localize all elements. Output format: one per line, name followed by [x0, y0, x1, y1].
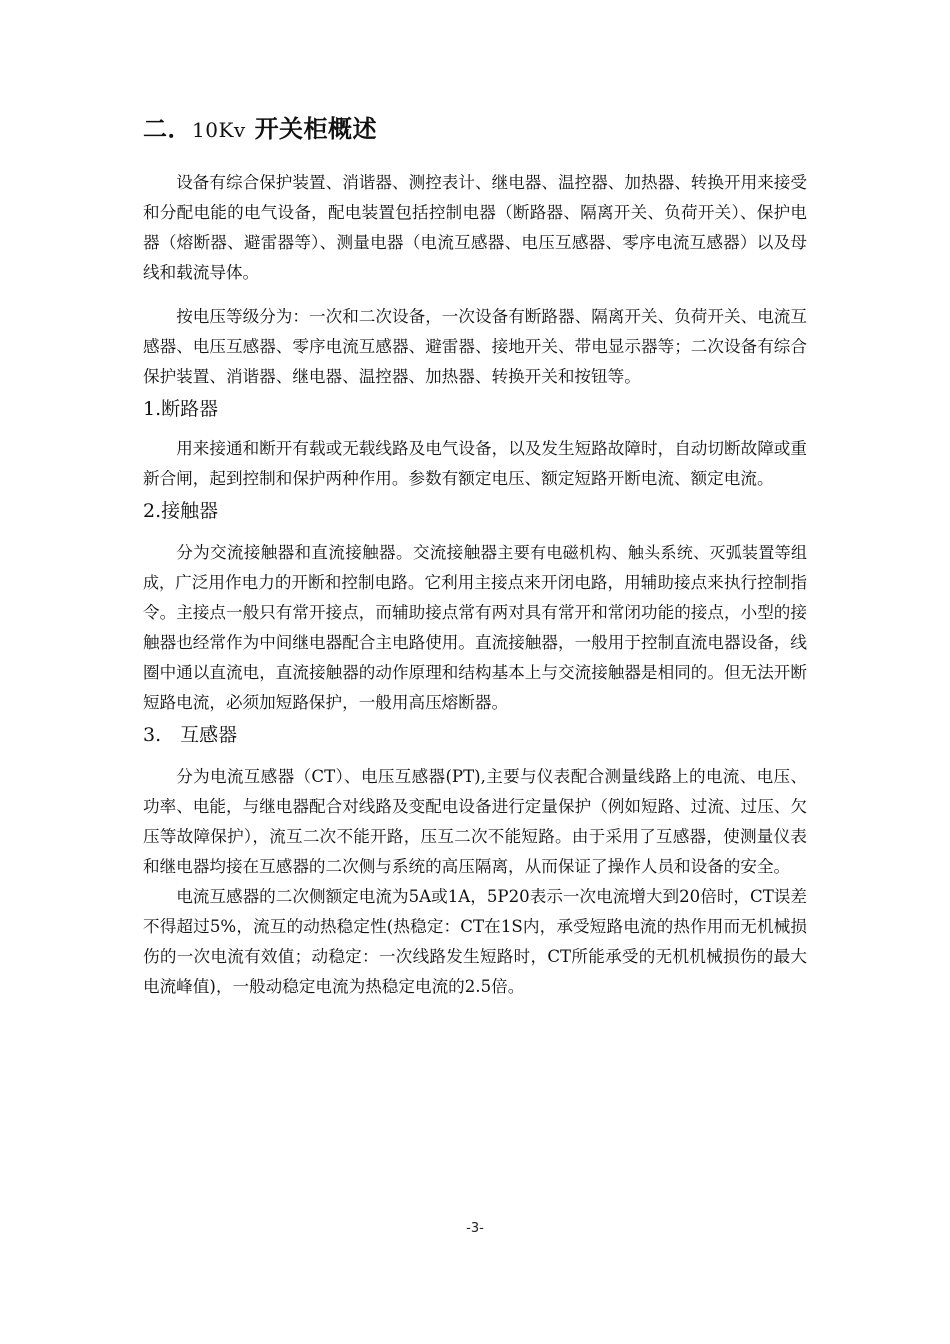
- section-title-transformer: 3. 互感器: [143, 724, 238, 746]
- section-body-transformer-2: 电流互感器的二次侧额定电流为5A或1A，5P20表示一次电流增大到20倍时，CT误差不得超过5%，流互的动热稳定性(热稳定：CT在1S内，承受短路电流的热作用而无机械损伤的一次电流有效值；动稳定：一次线路发生短路时，CT所能承受的无机机械损伤的最大电流峰值)，一般动稳定电流为热稳定电流的2.5倍。: [143, 887, 807, 996]
- contactor-text-c: 广泛用作电力的开断和控制电路。它利用主接点来开闭电路，用辅助接点来执行控制指令。主接点一般只有常开接点，而辅助接点常有两对具有常开和常闭功能的接点，小型的接触器也经常作为中间继电器配合主电路使用。直流接触器，一般用于控制直流电器设备，线圈中通以直流电，直流接触器的动作原理和结构基本上与交流接触器是相同的。但无法开断短路电流，必须加短路保护，一般用高压熔断器。: [143, 573, 807, 712]
- intro-paragraph-2: 按电压等级分为：一次和二次设备，一次设备有断路器、隔离开关、负荷开关、电流互感器、电压互感器、零序电流互感器、避雷器、接地开关、带电显示器等；二次设备有综合保护装置、消谐器、继电器、温控器、加热器、转换开关和按钮等。: [143, 307, 807, 386]
- heading-suffix: 开关柜概述: [254, 115, 378, 143]
- heading-code: 10Kv: [192, 118, 246, 142]
- intro-paragraph-1: 设备有综合保护装置、消谐器、测控表计、继电器、温控器、加热器、转换开用来接受和分配电能的电气设备，配电装置包括控制电器（断路器、隔离开关、负荷开关）、保护电器（熔断器、避雷器等）、测量电器（电流互感器、电压互感器、零序电流互感器）以及母线和载流导体。: [143, 173, 807, 282]
- section-body-contactor: [143, 538, 807, 718]
- section-title-contactor: 2.接触器: [143, 500, 219, 522]
- contactor-text-b: 主要有电磁机构、触头系统、灭弧装置等组成，: [143, 543, 807, 592]
- section-body-transformer-1: 分为电流互感器（CT）、电压互感器(PT),主要与仪表配合测量线路上的电流、电压、功率、电能，与继电器配合对线路及变配电设备进行定量保护（例如短路、过流、过压、欠压等故障保护），流互二次不能开路，压互二次不能短路。由于采用了互感器，使测量仪表和继电器均接在互感器的二次侧与系统的高压隔离，从而保证了操作人员和设备的安全。: [143, 767, 807, 876]
- section-title-circuit-breaker: 1.断路器: [143, 398, 219, 420]
- page-number: -3-: [466, 1221, 484, 1236]
- heading-prefix: 二．: [143, 115, 192, 143]
- document-body: [143, 104, 807, 1002]
- contactor-text-a: 分为交流接触器和直流接触器。交流接触器: [176, 543, 498, 562]
- section-body-circuit-breaker: 用来接通和断开有载或无载线路及电气设备，以及发生短路故障时，自动切断故障或重新合闸，起到控制和保护两种作用。参数有额定电压、额定短路开断电流、额定电流。: [143, 439, 807, 488]
- chapter-heading: [143, 104, 807, 154]
